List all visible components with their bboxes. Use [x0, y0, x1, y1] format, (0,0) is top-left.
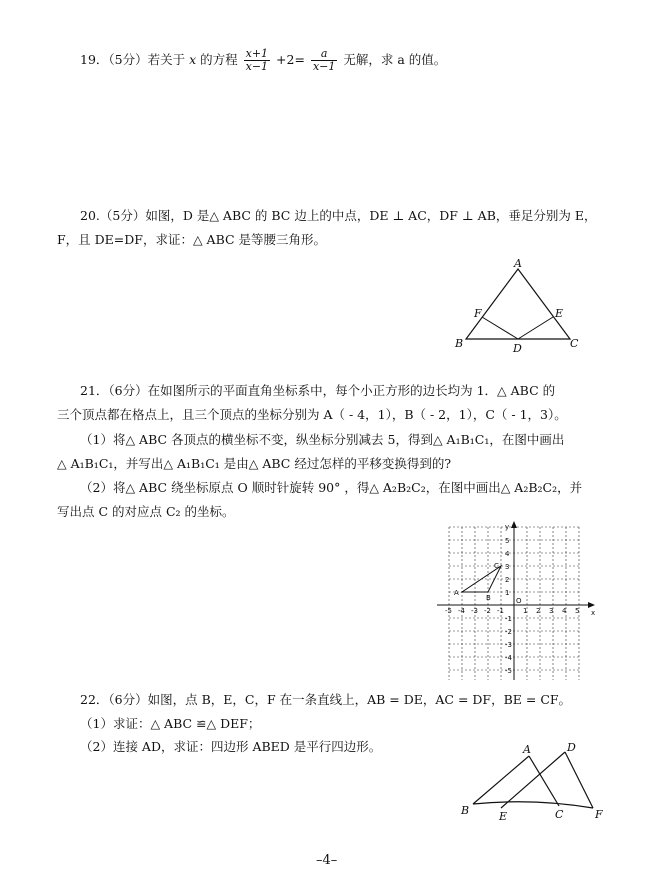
- page-number: –4–: [316, 853, 338, 868]
- y-tick-label: -5: [505, 667, 512, 675]
- x-tick-label: -4: [458, 607, 465, 615]
- q22-label-c: C: [555, 808, 564, 821]
- q21-line-4: △ A₁B₁C₁，并写出△ A₁B₁C₁ 是由△ ABC 经过怎样的平移变换得到的?: [57, 456, 452, 471]
- y-tick-label: 1: [505, 589, 510, 597]
- origin-label: O: [516, 597, 522, 605]
- q19-suffix: 无解，求 a 的值。: [343, 52, 447, 67]
- q22-label-e: E: [499, 810, 508, 823]
- q22-label-f: F: [595, 808, 603, 821]
- q22-segment-ac: [529, 756, 559, 806]
- y-tick-label: 3: [505, 563, 510, 571]
- y-tick-label: 5: [505, 537, 510, 545]
- q21-coordinate-grid: [432, 520, 607, 680]
- q22-line-3: （2）连接 AD，求证：四边形 ABED 是平行四边形。: [80, 739, 382, 754]
- q20-label-c: C: [570, 337, 579, 350]
- y-axis-label: y: [505, 523, 510, 531]
- y-tick-label: 4: [505, 550, 510, 558]
- q19-var-x: x: [189, 52, 197, 67]
- q21-line-3: （1）将△ ABC 各顶点的横坐标不变，纵坐标分别减去 5，得到△ A₁B₁C₁，在图中画出: [80, 432, 565, 447]
- q22-segment-ab: [473, 756, 529, 804]
- y-tick-label: -1: [505, 615, 512, 623]
- q19-mid: 的方程: [200, 52, 238, 67]
- y-tick-label: -2: [505, 628, 512, 636]
- q22-segment-df: [565, 752, 593, 808]
- x-tick-label: -2: [484, 607, 491, 615]
- q20-triangle-figure: [450, 255, 590, 355]
- q22-label-d: D: [567, 741, 576, 754]
- q22-label-b: B: [461, 804, 470, 817]
- q21-line-6: 写出点 C 的对应点 C₂ 的坐标。: [57, 504, 235, 519]
- point-a-label: A: [454, 589, 459, 597]
- y-tick-label: -4: [505, 654, 512, 662]
- q22-line-1: 22．（6分）如图，点 B，E，C，F 在一条直线上，AB = DE，AC = DF，BE = CF。: [80, 692, 572, 707]
- q22-label-a: A: [523, 743, 531, 756]
- q20-label-d: D: [513, 342, 522, 355]
- point-c-label: C: [494, 562, 499, 570]
- q22-parallelogram-figure: [455, 740, 615, 825]
- x-tick-label: 2: [536, 607, 541, 615]
- q20-triangle-abc: [466, 269, 570, 339]
- q20-label-a: A: [514, 257, 522, 270]
- q21-line-1: 21．（6分）在如图所示的平面直角坐标系中，每个小正方形的边长均为 1．△ ABC 的: [80, 383, 556, 398]
- q20-label-f: F: [474, 307, 482, 320]
- x-tick-label: -5: [445, 607, 452, 615]
- q21-line-2: 三个顶点都在格点上，且三个顶点的坐标分别为 A（ - 4，1），B（ - 2，1），C（ - 1，3）。: [57, 407, 567, 422]
- q19-frac2-denominator: x−1: [312, 60, 336, 73]
- q20-label-e: E: [555, 307, 564, 320]
- y-tick-label: -3: [505, 641, 512, 649]
- q20-segment-df: [482, 317, 518, 339]
- q21-line-5: （2）将△ ABC 绕坐标原点 O 顺时针旋转 90° ，得△ A₂B₂C₂，在图中画出△ A₂B₂C₂，并: [80, 480, 583, 495]
- q19-prefix: 19．（5分）若关于: [80, 52, 186, 67]
- x-axis-arrow-icon: [588, 602, 595, 608]
- x-tick-label: 5: [575, 607, 580, 615]
- q19-plus-two: +2=: [276, 52, 305, 67]
- x-tick-label: -3: [471, 607, 478, 615]
- q19-frac1-numerator: x+1: [245, 47, 269, 60]
- q20-segment-de: [518, 317, 553, 339]
- q19-text: [80, 48, 446, 73]
- q20-label-b: B: [455, 337, 464, 350]
- y-tick-label: 2: [505, 576, 510, 584]
- x-tick-label: 3: [549, 607, 554, 615]
- x-tick-label: 1: [523, 607, 528, 615]
- q22-line-bf: [473, 802, 593, 808]
- x-axis-label: x: [591, 609, 596, 617]
- q19-fraction-1: [244, 48, 270, 73]
- x-tick-label: 4: [562, 607, 567, 615]
- q20-line-1: 20.（5分）如图，D 是△ ABC 的 BC 边上的中点，DE ⊥ AC，DF ⊥ AB，垂足分别为 E，: [80, 208, 597, 223]
- y-axis-arrow-icon: [511, 521, 517, 528]
- x-tick-label: -1: [497, 607, 504, 615]
- q22-line-2: （1）求证：△ ABC ≌△ DEF；: [80, 716, 261, 731]
- q19-fraction-2: [311, 48, 337, 73]
- point-b-label: B: [486, 594, 491, 602]
- q19-frac1-denominator: x−1: [245, 60, 269, 73]
- q20-line-2: F，且 DE=DF，求证：△ ABC 是等腰三角形。: [57, 232, 327, 247]
- q19-frac2-numerator: a: [311, 48, 337, 61]
